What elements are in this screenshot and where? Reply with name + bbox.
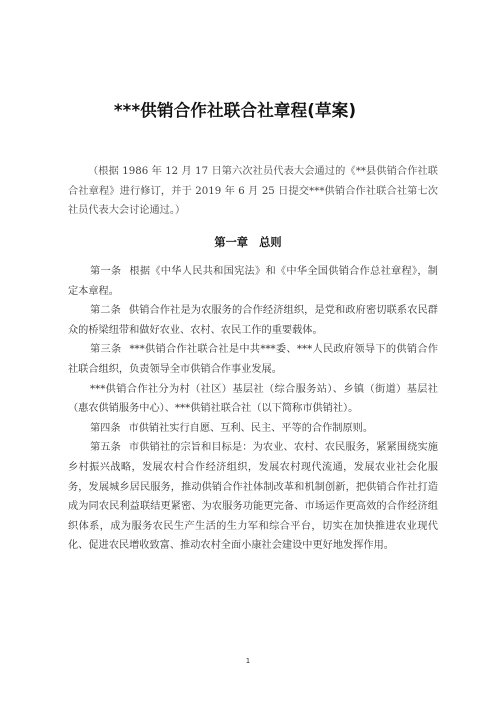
article-number: 第二条 [90, 305, 121, 317]
article-text: 根据《中华人民共和国宪法》和《中华全国供销合作总社章程》，制定本章程。 [68, 266, 438, 297]
revision-note: （根据 1986 年 12 月 17 日第六次社员代表大会通过的《**县供销合作社联合社章程》进行修订，并于 2019 年 6 月 25 日提交***供销合作社联合社第七次社员代表大会讨论通过。） [68, 166, 438, 216]
article-3 [68, 340, 438, 379]
article-3-continued [68, 380, 438, 419]
article-number: 第四条 [90, 422, 121, 434]
article-text: 供销合作社是为农服务的合作经济组织，是党和政府密切联系农民群众的桥梁纽带和做好农业、农村、农民工作的重要载体。 [68, 305, 438, 336]
article-5 [68, 438, 438, 556]
article-4 [68, 419, 438, 439]
article-text: ***供销合作社联合社是中共***委、***人民政府领导下的供销合作社联合组织，负责领导全市供销合作事业发展。 [68, 344, 438, 375]
article-number: 第五条 [90, 442, 121, 454]
article-1 [68, 262, 438, 301]
article-number: 第三条 [90, 344, 122, 356]
chapter-heading: 第一章 总则 [214, 236, 282, 249]
article-text: 市供销社实行自愿、互利、民主、平等的合作制原则。 [128, 422, 374, 434]
document-title: ***供销合作社联合社章程(草案) [113, 101, 357, 120]
article-number: 第一条 [90, 266, 122, 277]
chapter-body [68, 262, 438, 556]
article-text: 市供销社的宗旨和目标是：为农业、农村、农民服务，紧紧围绕实施乡村振兴战略，发展农村合作经济组织，发展农村现代流通，发展农业社会化服务，发展城乡居民服务，推动供销合作社体制改革和机制创新，把供销合作社打造成为同农民利益联结更紧密、为农服务功能更完备、市场运作更高效的合作经济组织体系，成为服务农民生产生活的生力军和综合平台，切实在加快推进农业现代化、促进农民增收致富、推动农村全面小康社会建设中更好地发挥作用。 [68, 442, 438, 552]
article-2 [68, 301, 438, 340]
page-number: 1 [245, 657, 251, 665]
article-text: ***供销合作社分为村（社区）基层社（综合服务站）、乡镇（街道）基层社（惠农供销服务中心）、***供销社联合社（以下简称市供销社）。 [68, 383, 438, 415]
